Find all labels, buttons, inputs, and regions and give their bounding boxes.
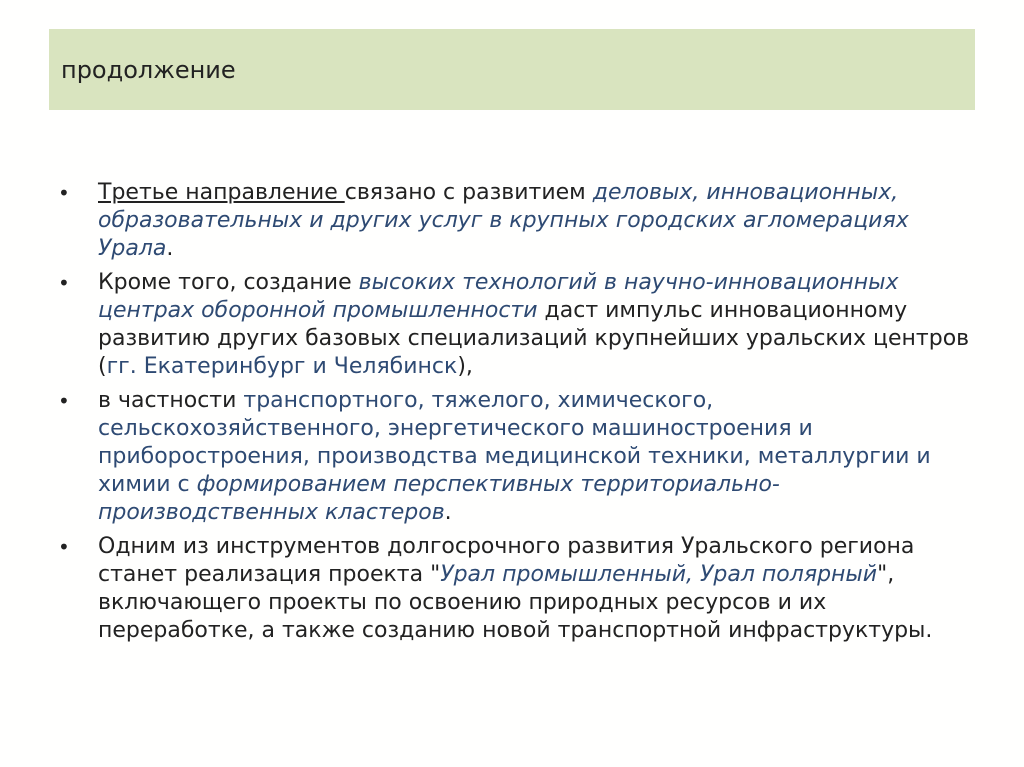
bullet-item — [56, 533, 986, 645]
bullet-text-segment: ), — [457, 354, 473, 379]
bullet-text-segment: Кроме того, создание — [98, 270, 359, 295]
bullet-text-segment: в частности — [98, 388, 244, 413]
bullet-text-segment: формированием перспективных территориально-производственных кластеров — [98, 472, 780, 525]
bullet-item — [56, 179, 986, 263]
bullet-text-segment: гг. Екатеринбург и Челябинск — [106, 354, 458, 379]
bullet-marker: • — [58, 181, 70, 205]
bullet-text-segment: ", включающего проекты по освоению природных ресурсов и их переработке, а также созданию новой транспортной инфраструктуры. — [98, 562, 933, 643]
bullet-text-segment: Третье направление — [98, 180, 345, 205]
bullet-text-segment: связано с развитием — [344, 180, 593, 205]
bullet-text-segment: даст импульс инновационному развитию других базовых специализаций крупнейших уральских центров ( — [98, 298, 970, 379]
bullet-marker: • — [58, 535, 70, 559]
bullet-marker: • — [58, 271, 70, 295]
bullet-text-segment: высоких технологий в научно-инновационных центрах оборонной промышленности — [98, 270, 899, 323]
bullet-text-segment: . — [166, 236, 174, 261]
slide-title: продолжение — [61, 56, 236, 84]
bullet-item — [56, 269, 986, 381]
bullet-item — [56, 387, 986, 527]
bullet-marker: • — [58, 389, 70, 413]
bullet-list — [56, 179, 986, 651]
bullet-text-segment: Урал промышленный, Урал полярный — [440, 562, 878, 587]
bullet-text-segment: деловых, инновационных, образовательных и других услуг в крупных городских агломерациях Урала — [98, 180, 909, 261]
bullet-text-segment: транспортного, тяжелого, химического, сельскохозяйственного, энергетического машиностроения и приборостроения, производства медицинской техники, металлургии и химии с — [98, 388, 931, 497]
bullet-text-segment: . — [444, 500, 452, 525]
title-bar — [49, 29, 975, 110]
bullet-text-segment: Одним из инструментов долгосрочного развития Уральского региона станет реализация проекта " — [98, 534, 915, 587]
